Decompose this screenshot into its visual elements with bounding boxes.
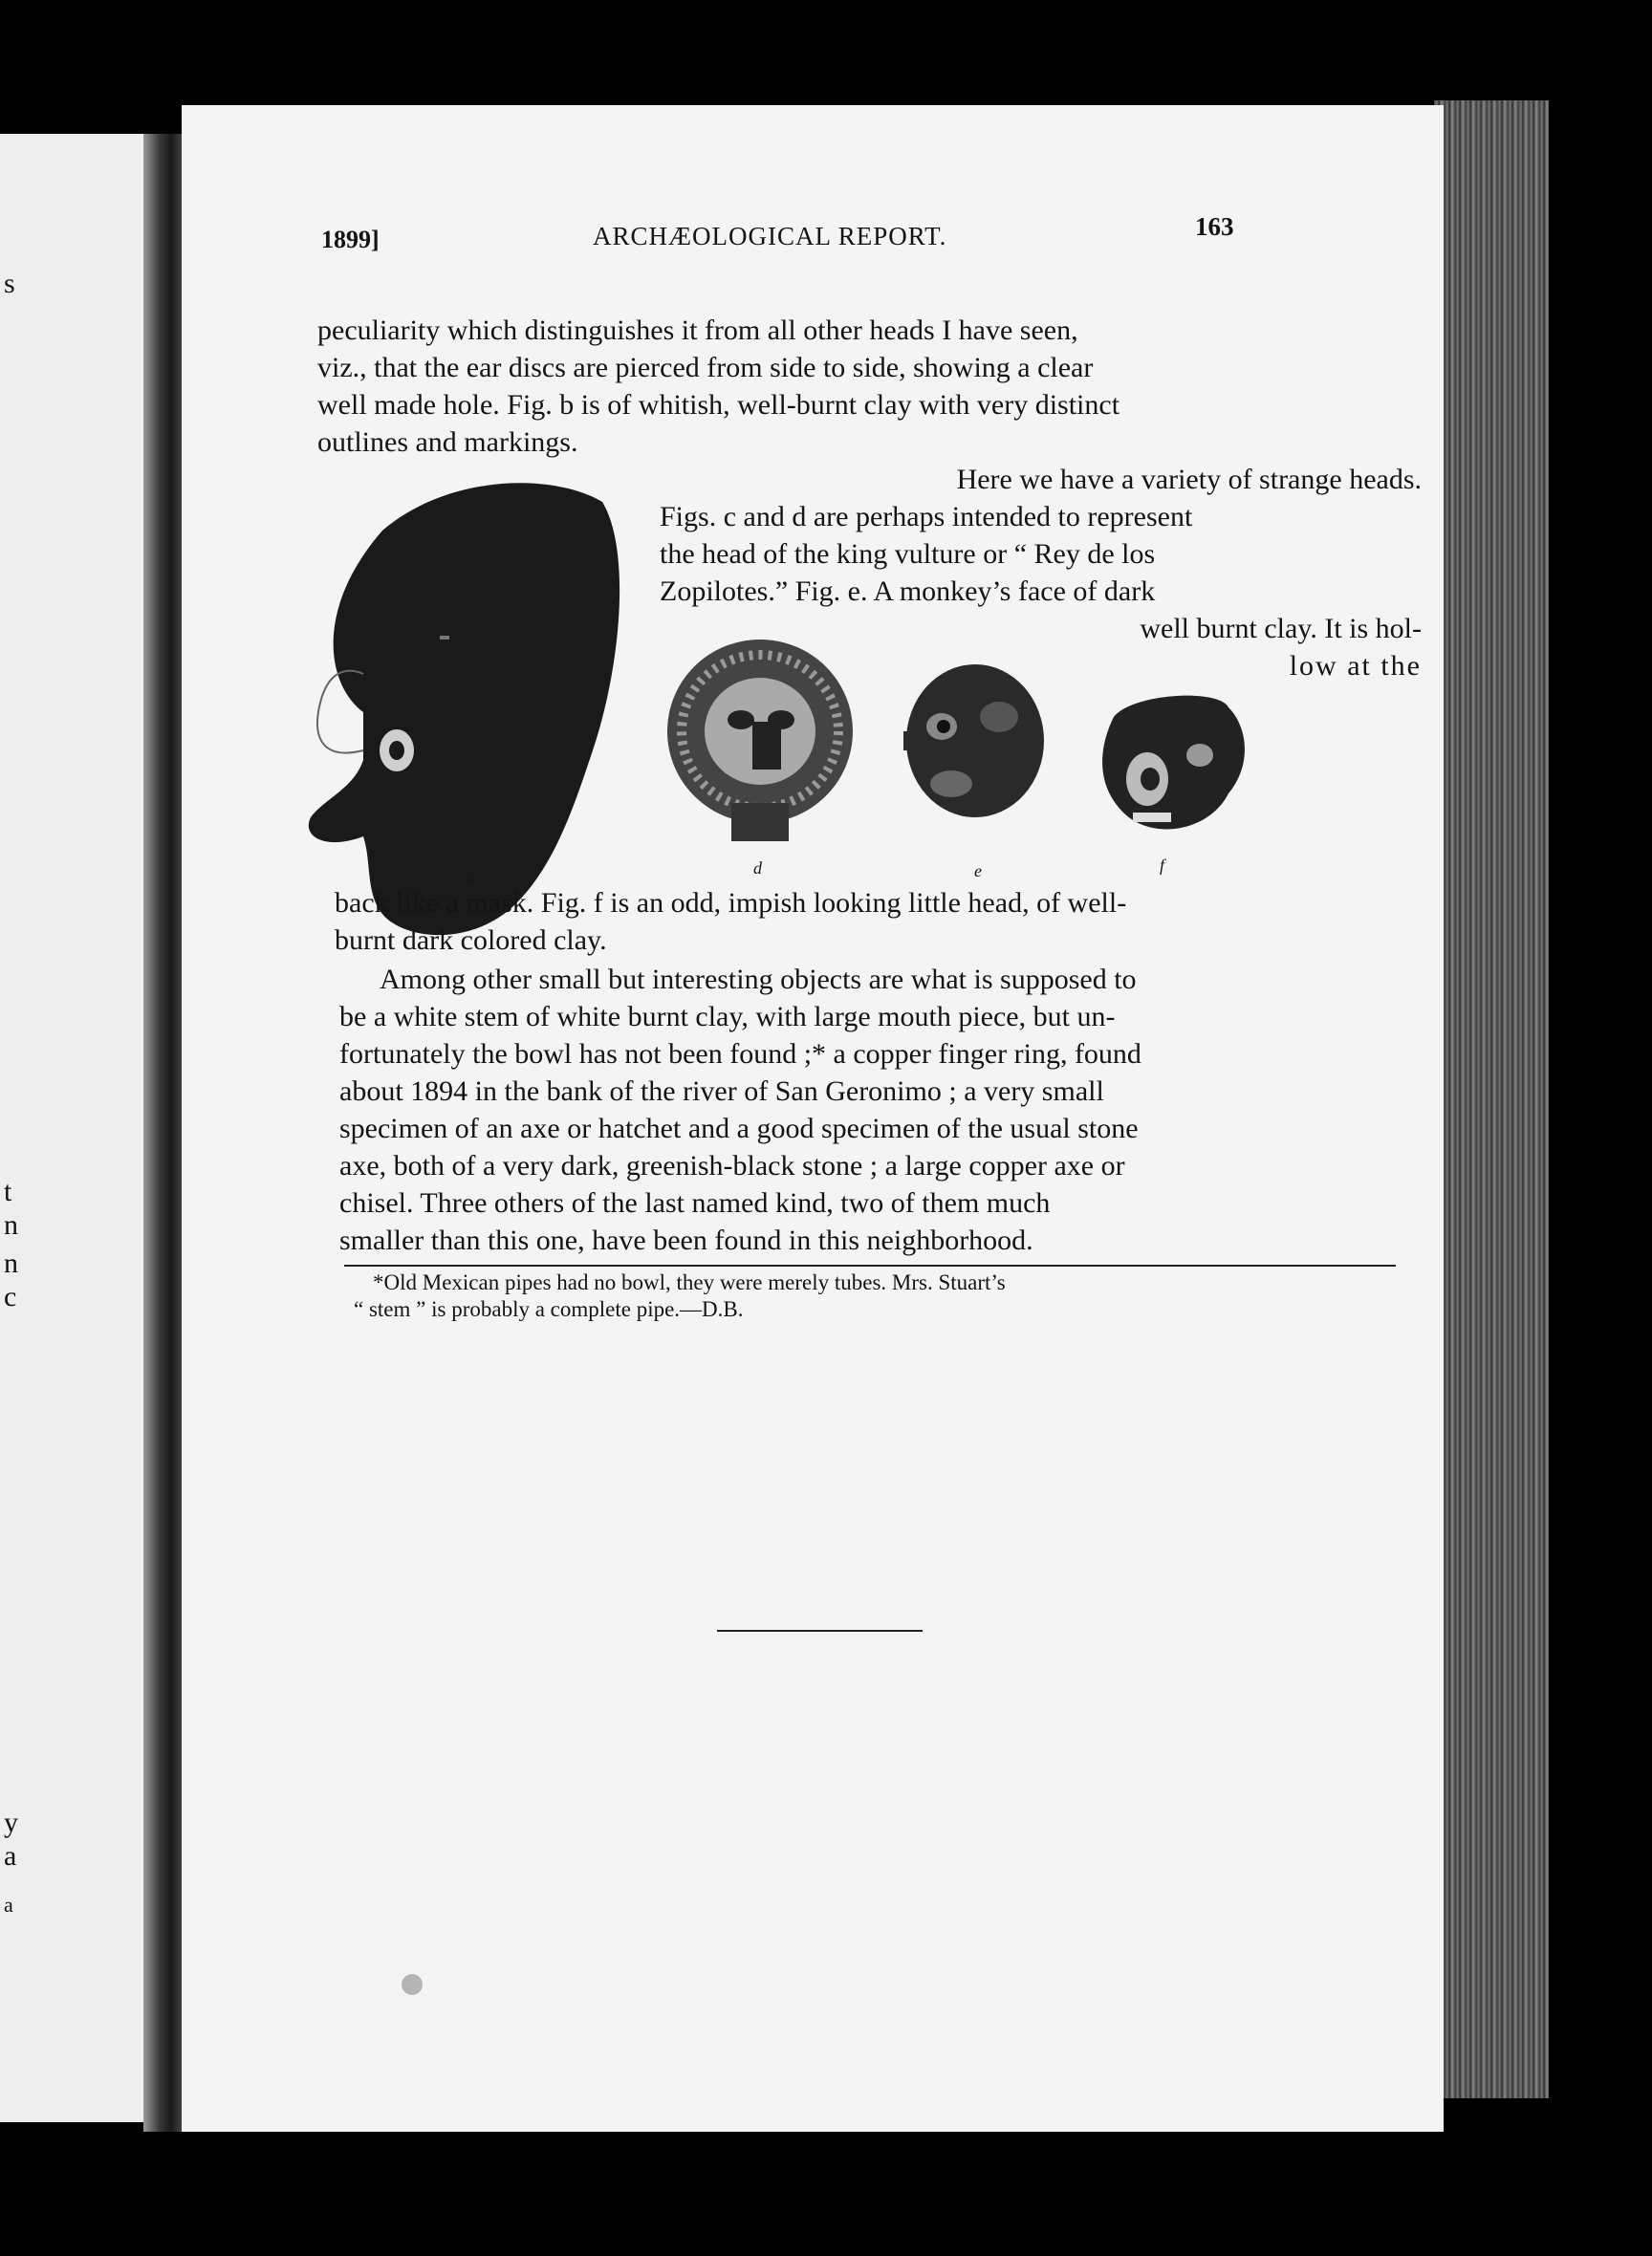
left-page-fragment: n [4, 1247, 18, 1279]
text-line: smaller than this one, have been found in this neighborhood. [339, 1225, 1033, 1256]
figure-c-profile-head [306, 473, 650, 951]
text-line: outlines and markings. [317, 426, 578, 458]
text-line: Figs. c and d are perhaps intended to represent [660, 501, 1193, 532]
figure-d-rayed-head [664, 636, 856, 846]
text-line: be a white stem of white burnt clay, with large mouth piece, but un- [339, 1001, 1116, 1032]
running-head-title: ARCHÆOLOGICAL REPORT. [593, 222, 947, 250]
text-line: axe, both of a very dark, greenish-black stone ; a large copper axe or [339, 1150, 1125, 1182]
left-page-fragment: c [4, 1281, 17, 1312]
figure-f-impish-head [1095, 688, 1252, 846]
paragraph-3 [335, 884, 1410, 959]
left-page-fragment: t [4, 1176, 12, 1207]
text-line: fortunately the bowl has not been found ;* a copper finger ring, found [339, 1038, 1141, 1070]
figure-f-caption: f [1160, 856, 1165, 875]
left-page-fragment: a [4, 1840, 17, 1872]
left-page-fragment: s [4, 268, 15, 299]
figure-c-caption: c [467, 868, 474, 887]
end-rule [717, 1630, 923, 1632]
figure-e-caption: e [974, 861, 982, 880]
page-edges [1434, 100, 1549, 2098]
text-line: Here we have a variety of strange heads. [956, 464, 1422, 495]
footnote [354, 1269, 1444, 1323]
left-page-fragment: y [4, 1807, 18, 1838]
text-line: burnt dark colored clay. [335, 924, 607, 956]
figure-e-monkey-head [894, 660, 1047, 832]
footnote-line: “ stem ” is probably a complete pipe.—D.B. [354, 1297, 744, 1321]
running-head-year: 1899] [321, 226, 380, 253]
text-line: peculiarity which distinguishes it from all other heads I have seen, [317, 315, 1078, 346]
left-page-fragment: n [4, 1209, 18, 1241]
text-line: back like a mask. Fig. f is an odd, impish looking little head, of well- [335, 887, 1127, 919]
left-page-edge [0, 134, 153, 2122]
text-line: low at the [1289, 650, 1422, 682]
book-page [182, 105, 1444, 2132]
left-page-fragment: a [4, 1893, 13, 1917]
footnote-line: *Old Mexican pipes had no bowl, they were merely tubes. Mrs. Stuart’s [373, 1270, 1006, 1294]
text-line: specimen of an axe or hatchet and a good specimen of the usual stone [339, 1113, 1139, 1144]
footnote-rule [344, 1265, 1396, 1267]
text-line: well made hole. Fig. b is of whitish, well-burnt clay with very distinct [317, 389, 1120, 421]
smudge-mark [402, 1974, 423, 1995]
text-line: about 1894 in the bank of the river of San Geronimo ; a very small [339, 1075, 1104, 1107]
figure-d-caption: d [753, 858, 762, 878]
paragraph-1 [317, 312, 1422, 461]
text-line: well burnt clay. It is hol- [1140, 613, 1422, 644]
text-line: Among other small but interesting objects are what is supposed to [380, 964, 1137, 995]
text-line: viz., that the ear discs are pierced from side to side, showing a clear [317, 352, 1094, 383]
text-line: the head of the king vulture or “ Rey de los [660, 538, 1156, 570]
text-line: Zopilotes.” Fig. e. A monkey’s face of dark [660, 575, 1156, 607]
text-line: chisel. Three others of the last named kind, two of them much [339, 1187, 1051, 1219]
page-number: 163 [1195, 212, 1234, 241]
paragraph-4 [339, 961, 1410, 1259]
